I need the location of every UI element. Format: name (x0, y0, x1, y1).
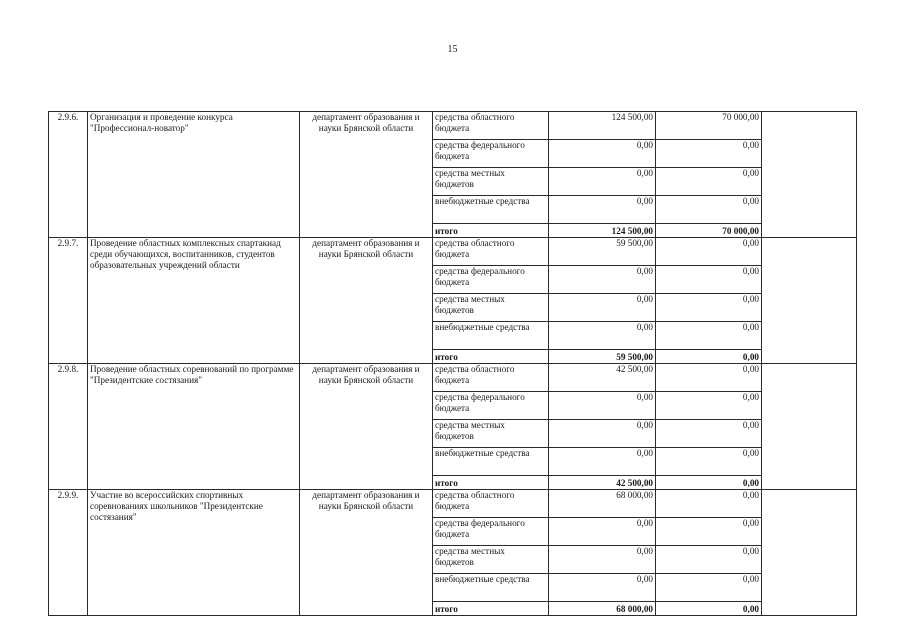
amount-year-1: 0,00 (549, 546, 656, 574)
budget-table (48, 111, 857, 616)
amount-year-2: 0,00 (656, 168, 762, 196)
amount-year-2: 0,00 (656, 518, 762, 546)
amount-year-2: 0,00 (656, 476, 762, 490)
activity-name: Проведение областных соревнований по программе "Президентские состязания" (88, 364, 300, 490)
funding-source-label: внебюджетные средства (433, 448, 549, 476)
amount-year-1: 0,00 (549, 574, 656, 602)
amount-year-1: 124 500,00 (549, 112, 656, 140)
amount-year-2: 0,00 (656, 322, 762, 350)
amount-year-2: 0,00 (656, 448, 762, 476)
empty-cell (762, 490, 857, 616)
funding-source-label: средства местных бюджетов (433, 294, 549, 322)
funding-source-label: средства областного бюджета (433, 112, 549, 140)
funding-source-label: внебюджетные средства (433, 322, 549, 350)
funding-source-label: средства федерального бюджета (433, 518, 549, 546)
table-row (49, 364, 857, 392)
activity-name: Участие во всероссийских спортивных соревнованиях школьников "Президентские состязания" (88, 490, 300, 616)
amount-year-2: 0,00 (656, 546, 762, 574)
funding-source-label: средства местных бюджетов (433, 420, 549, 448)
amount-year-1: 0,00 (549, 448, 656, 476)
amount-year-1: 0,00 (549, 266, 656, 294)
amount-year-2: 0,00 (656, 574, 762, 602)
amount-year-2: 0,00 (656, 238, 762, 266)
amount-year-1: 0,00 (549, 322, 656, 350)
amount-year-1: 59 500,00 (549, 350, 656, 364)
funding-source-label: средства местных бюджетов (433, 168, 549, 196)
funding-source-label: средства федерального бюджета (433, 266, 549, 294)
amount-year-1: 0,00 (549, 420, 656, 448)
page-number: 15 (447, 44, 458, 55)
amount-year-2: 0,00 (656, 266, 762, 294)
executor-cell: департамент образования и науки Брянской области (300, 364, 433, 490)
funding-source-label: средства областного бюджета (433, 364, 549, 392)
activity-name: Проведение областных комплексных спартакиад среди обучающихся, воспитанников, студентов образовательных учреждений области (88, 238, 300, 364)
funding-source-label: средства федерального бюджета (433, 140, 549, 168)
funding-source-label: средства областного бюджета (433, 490, 549, 518)
amount-year-1: 42 500,00 (549, 476, 656, 490)
amount-year-2: 0,00 (656, 392, 762, 420)
amount-year-2: 0,00 (656, 350, 762, 364)
funding-source-label: средства областного бюджета (433, 238, 549, 266)
table-row (49, 490, 857, 518)
funding-source-label: итого (433, 602, 549, 616)
amount-year-2: 0,00 (656, 490, 762, 518)
table-row (49, 238, 857, 266)
amount-year-1: 42 500,00 (549, 364, 656, 392)
amount-year-2: 0,00 (656, 196, 762, 224)
funding-source-label: внебюджетные средства (433, 574, 549, 602)
funding-source-label: итого (433, 350, 549, 364)
amount-year-2: 70 000,00 (656, 112, 762, 140)
amount-year-2: 0,00 (656, 140, 762, 168)
amount-year-1: 0,00 (549, 140, 656, 168)
funding-source-label: внебюджетные средства (433, 196, 549, 224)
executor-cell: департамент образования и науки Брянской области (300, 490, 433, 616)
amount-year-2: 0,00 (656, 602, 762, 616)
executor-cell: департамент образования и науки Брянской области (300, 238, 433, 364)
amount-year-2: 0,00 (656, 294, 762, 322)
empty-cell (762, 112, 857, 238)
item-number: 2.9.6. (49, 112, 88, 238)
item-number: 2.9.7. (49, 238, 88, 364)
empty-cell (762, 364, 857, 490)
scan-speck: · (679, 60, 681, 66)
item-number: 2.9.8. (49, 364, 88, 490)
funding-source-label: итого (433, 476, 549, 490)
item-number: 2.9.9. (49, 490, 88, 616)
funding-source-label: средства местных бюджетов (433, 546, 549, 574)
amount-year-2: 70 000,00 (656, 224, 762, 238)
amount-year-1: 124 500,00 (549, 224, 656, 238)
amount-year-2: 0,00 (656, 420, 762, 448)
activity-name: Организация и проведение конкурса "Профессионал-новатор" (88, 112, 300, 238)
funding-source-label: итого (433, 224, 549, 238)
executor-cell: департамент образования и науки Брянской области (300, 112, 433, 238)
amount-year-1: 68 000,00 (549, 602, 656, 616)
funding-source-label: средства федерального бюджета (433, 392, 549, 420)
amount-year-1: 59 500,00 (549, 238, 656, 266)
amount-year-1: 0,00 (549, 392, 656, 420)
amount-year-2: 0,00 (656, 364, 762, 392)
empty-cell (762, 238, 857, 364)
amount-year-1: 0,00 (549, 518, 656, 546)
amount-year-1: 0,00 (549, 294, 656, 322)
amount-year-1: 0,00 (549, 196, 656, 224)
amount-year-1: 68 000,00 (549, 490, 656, 518)
amount-year-1: 0,00 (549, 168, 656, 196)
table-row (49, 112, 857, 140)
